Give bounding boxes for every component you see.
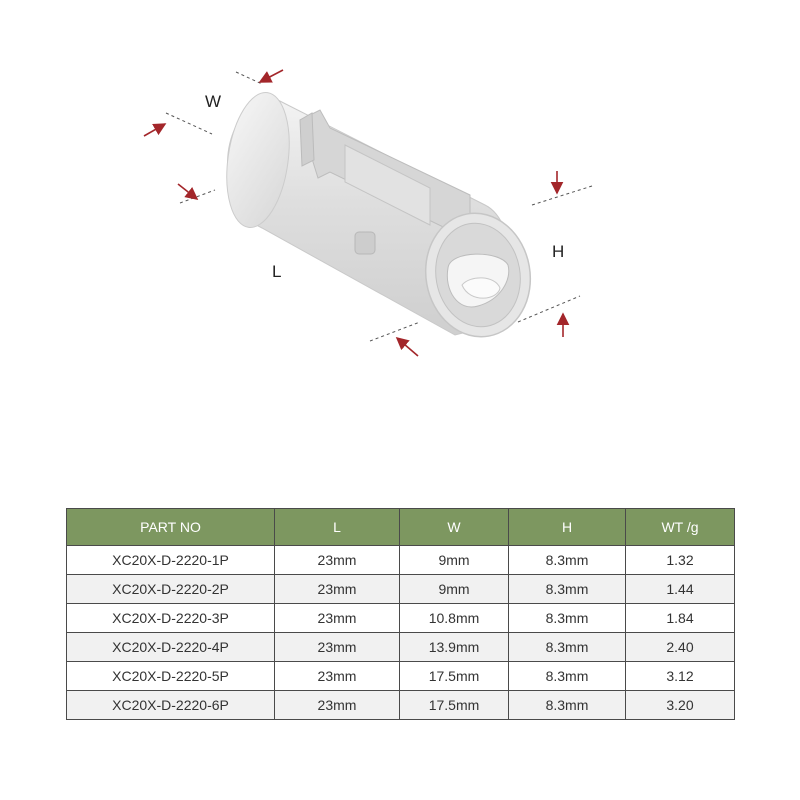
table-row	[67, 604, 735, 633]
height-cell: 8.3mm	[509, 662, 626, 691]
table-row	[67, 575, 735, 604]
connector-housing	[219, 88, 540, 345]
part-no-cell: XC20X-D-2220-3P	[67, 604, 275, 633]
header-length: L	[275, 509, 400, 546]
weight-cell: 1.44	[626, 575, 735, 604]
height-cell: 8.3mm	[509, 604, 626, 633]
spec-table	[66, 508, 735, 720]
table-header-row	[67, 509, 735, 546]
weight-cell: 3.12	[626, 662, 735, 691]
length-label: L	[272, 262, 282, 281]
part-no-cell: XC20X-D-2220-2P	[67, 575, 275, 604]
part-no-cell: XC20X-D-2220-6P	[67, 691, 275, 720]
part-no-cell: XC20X-D-2220-5P	[67, 662, 275, 691]
table-row	[67, 662, 735, 691]
table-row	[67, 633, 735, 662]
weight-cell: 3.20	[626, 691, 735, 720]
table-row	[67, 546, 735, 575]
height-cell: 8.3mm	[509, 546, 626, 575]
width-cell: 17.5mm	[400, 662, 509, 691]
weight-cell: 1.84	[626, 604, 735, 633]
header-part-no: PART NO	[67, 509, 275, 546]
height-cell: 8.3mm	[509, 691, 626, 720]
height-label: H	[552, 242, 565, 261]
header-weight: WT /g	[626, 509, 735, 546]
length-cell: 23mm	[275, 575, 400, 604]
width-cell: 17.5mm	[400, 691, 509, 720]
width-cell: 13.9mm	[400, 633, 509, 662]
width-cell: 10.8mm	[400, 604, 509, 633]
length-cell: 23mm	[275, 691, 400, 720]
weight-cell: 1.32	[626, 546, 735, 575]
width-cell: 9mm	[400, 546, 509, 575]
length-cell: 23mm	[275, 546, 400, 575]
table-row	[67, 691, 735, 720]
header-width: W	[400, 509, 509, 546]
height-cell: 8.3mm	[509, 575, 626, 604]
height-cell: 8.3mm	[509, 633, 626, 662]
part-no-cell: XC20X-D-2220-4P	[67, 633, 275, 662]
length-cell: 23mm	[275, 662, 400, 691]
length-cell: 23mm	[275, 604, 400, 633]
width-cell: 9mm	[400, 575, 509, 604]
length-cell: 23mm	[275, 633, 400, 662]
width-label: W	[205, 92, 222, 111]
header-height: H	[509, 509, 626, 546]
weight-cell: 2.40	[626, 633, 735, 662]
part-no-cell: XC20X-D-2220-1P	[67, 546, 275, 575]
